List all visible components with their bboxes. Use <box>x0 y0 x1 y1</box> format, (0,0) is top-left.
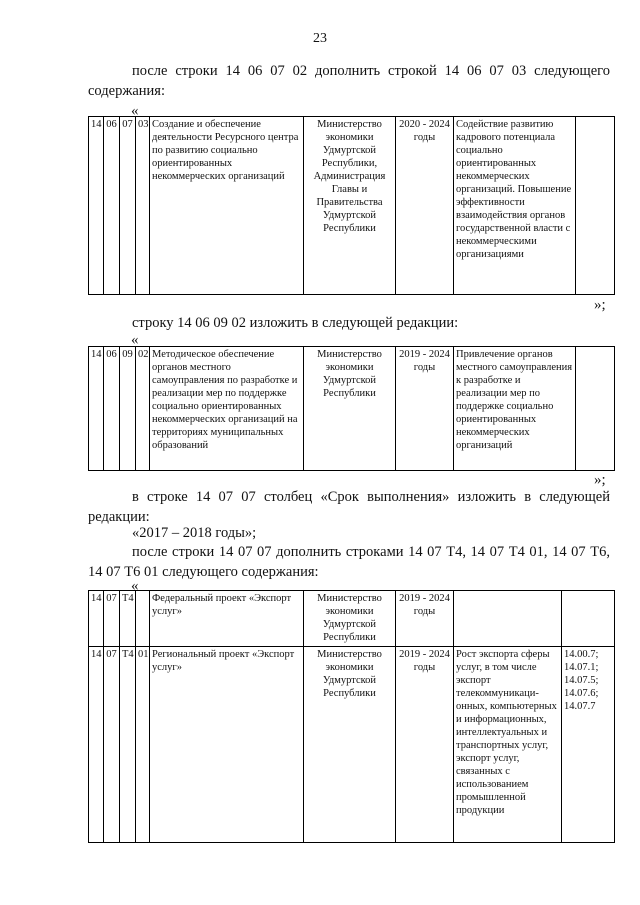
period: 2020 - 2024 годы <box>396 117 454 295</box>
close-quote-1: »; <box>594 297 606 313</box>
code-cell: 02 <box>136 347 150 471</box>
code-cell: 07 <box>104 647 120 843</box>
code-cell: 03 <box>136 117 150 295</box>
code-cell: 06 <box>104 117 120 295</box>
indicator-refs <box>562 647 615 843</box>
executor: Министерство экономики Удмуртской Республики <box>304 647 396 843</box>
open-quote-3: « <box>131 578 139 594</box>
code-cell: 07 <box>104 591 120 647</box>
paragraph-2: строку 14 06 09 02 изложить в следующей редакции: <box>132 315 459 331</box>
period: 2019 - 2024 годы <box>396 591 454 647</box>
table-row <box>89 647 615 843</box>
paragraph-4: «2017 – 2018 годы»; <box>132 525 257 541</box>
indicator-refs <box>576 117 615 295</box>
executor: Министерство экономики Удмуртской Республики, Администрация Главы и Правительства Удмуртской Республики <box>304 117 396 295</box>
executor: Министерство экономики Удмуртской Республики <box>304 591 396 647</box>
table-2 <box>88 346 615 471</box>
code-cell <box>136 591 150 647</box>
table-1 <box>88 116 615 295</box>
open-quote-2: « <box>131 332 139 348</box>
activity-name: Региональный проект «Экспорт услуг» <box>150 647 304 843</box>
indicator-ref: 14.07.6; <box>564 688 599 699</box>
code-cell: 14 <box>89 117 104 295</box>
indicator-ref: 14.07.1; <box>564 662 599 673</box>
code-cell: 14 <box>89 647 104 843</box>
code-cell: 09 <box>120 347 136 471</box>
code-cell: Т4 <box>120 591 136 647</box>
code-cell: Т4 <box>120 647 136 843</box>
paragraph-5: после строки 14 07 07 дополнить строками 14 07 Т4, 14 07 Т4 01, 14 07 Т6, 14 07 Т6 01 следующего содержания: <box>88 544 610 580</box>
table-3 <box>88 590 615 843</box>
executor: Министерство экономики Удмуртской Республики <box>304 347 396 471</box>
code-cell: 01 <box>136 647 150 843</box>
code-cell: 07 <box>120 117 136 295</box>
period: 2019 - 2024 годы <box>396 647 454 843</box>
paragraph-1: после строки 14 06 07 02 дополнить строкой 14 06 07 03 следующего содержания: <box>88 63 610 99</box>
open-quote-1: « <box>131 103 139 119</box>
table-row <box>89 591 615 647</box>
indicator-ref: 14.07.5; <box>564 675 599 686</box>
table-row <box>89 347 615 471</box>
activity-name: Создание и обеспечение деятельности Ресурсного центра по развитию социально ориентированных некоммерческих организаций <box>150 117 304 295</box>
indicator-ref: 14.07.7 <box>564 701 596 712</box>
activity-name: Федеральный проект «Экспорт услуг» <box>150 591 304 647</box>
expected-result: Рост экспорта сферы услуг, в том числе экспорт телекоммуникаци-онных, компьютерных и информационных, интеллектуальных и транспортных услуг, экспорт услуг, связанных с использованием промышленной продукции <box>454 647 562 843</box>
close-quote-2: »; <box>594 472 606 488</box>
code-cell: 14 <box>89 347 104 471</box>
period: 2019 - 2024 годы <box>396 347 454 471</box>
paragraph-3: в строке 14 07 07 столбец «Срок выполнения» изложить в следующей редакции: <box>88 489 610 525</box>
indicator-ref: 14.00.7; <box>564 649 599 660</box>
table-row <box>89 117 615 295</box>
expected-result: Содействие развитию кадрового потенциала социально ориентированных некоммерческих организаций. Повышение эффективности взаимодействия органов государственной власти с некоммерческими организациями <box>454 117 576 295</box>
page-number: 23 <box>313 31 327 46</box>
indicator-refs <box>562 591 615 647</box>
expected-result: Привлечение органов местного самоуправления к разработке и реализации мер по поддержке социально ориентированных некоммерческих организаций <box>454 347 576 471</box>
code-cell: 14 <box>89 591 104 647</box>
indicator-refs <box>576 347 615 471</box>
activity-name: Методическое обеспечение органов местного самоуправления по разработке и реализации мер по поддержке социально ориентированных некоммерческих организаций на территориях муниципальных образований <box>150 347 304 471</box>
code-cell: 06 <box>104 347 120 471</box>
expected-result <box>454 591 562 647</box>
